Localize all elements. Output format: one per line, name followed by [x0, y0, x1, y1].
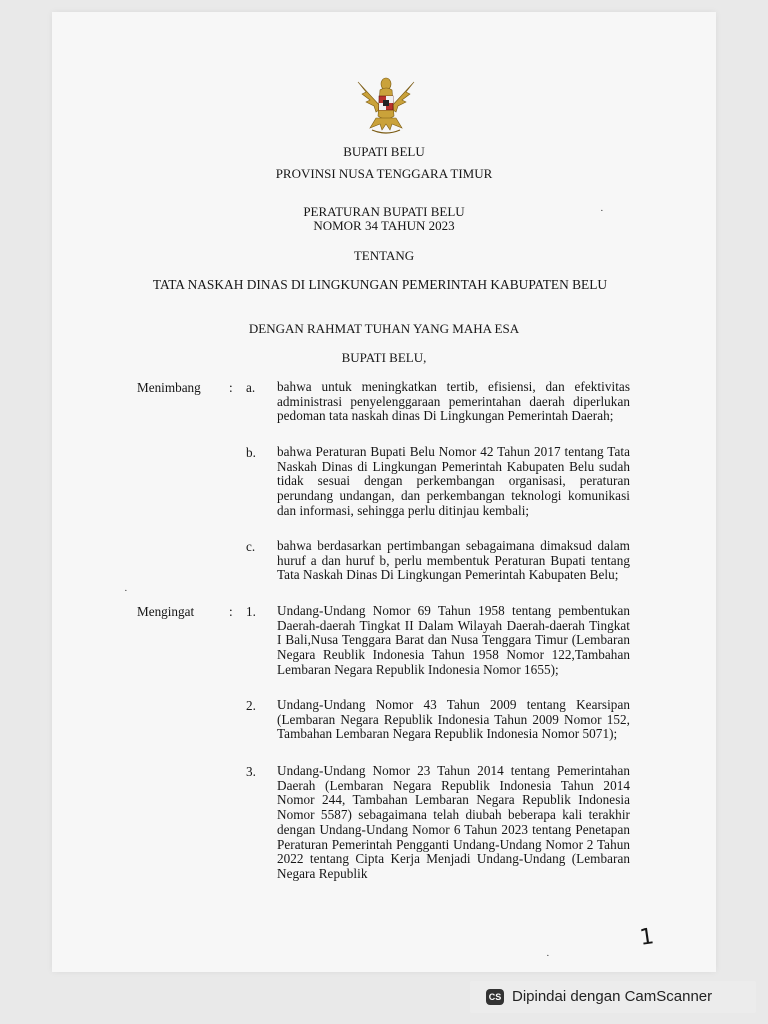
tentang-heading: TENTANG — [353, 248, 415, 263]
province-title: PROVINSI NUSA TENGGARA TIMUR — [275, 166, 493, 181]
regulation-number: NOMOR 34 TAHUN 2023 — [313, 218, 455, 233]
bupati-line: BUPATI BELU, — [341, 350, 427, 365]
consideration-text: bahwa Peraturan Bupati Belu Nomor 42 Tahun 2017 tentang Tata Naskah Dinas di Lingkungan Pemerintah Kabupaten Belu sudah tidak sesuai dengan perkembangan organisasi, peraturan perundang undangan, dan perkembangan teknologi komunikasi dan informasi, sehingga perlu ditinjau kembali; — [277, 444, 630, 518]
legal-basis-mark: 2. — [246, 698, 256, 713]
legal-basis-text: Undang-Undang Nomor 69 Tahun 1958 tentang pembentukan Daerah-daerah Tingkat II Dalam Wilayah Daerah-daerah Tingkat I Bali,Nusa Tenggara Barat dan Nusa Tenggara Timur (Lembaran Negara Reublik Indonesia Tahun 1958 Nomor 122,Tambahan Lembaran Negara Republik Indonesia Nomor 1655); — [277, 603, 630, 677]
consideration-mark: c. — [246, 539, 256, 554]
scan-speck: · — [124, 585, 128, 597]
menimbang-label: Menimbang — [137, 380, 201, 395]
regulation-title: PERATURAN BUPATI BELU — [303, 204, 465, 219]
legal-basis-mark: 1. — [246, 604, 256, 619]
legal-basis-mark: 3. — [246, 764, 256, 779]
scan-speck: · — [600, 205, 604, 217]
camscanner-text: Dipindai dengan CamScanner — [512, 988, 713, 1005]
mengingat-label: Mengingat — [137, 604, 195, 619]
camscanner-logo-icon: CS — [486, 989, 504, 1005]
legal-basis-text: Undang-Undang Nomor 43 Tahun 2009 tentang Kearsipan (Lembaran Negara Republik Indonesia Tahun 2009 Nomor 152, Tambahan Lembaran Negara Republik Indonesia Nomor 5071); — [277, 697, 630, 742]
legal-basis-text: Undang-Undang Nomor 23 Tahun 2014 tentang Pemerintahan Daerah (Lembaran Negara Republik Indonesia Tahun 2014 Nomor 244, Tambahan Lembaran Negara Republik Indonesia Nomor 5587) sebagaimana telah diubah beberapa kali terakhir dengan Undang-Undang Nomor 6 Tahun 2023 tentang Penetapan Peraturan Pemerintah Pengganti Undang-Undang Nomor 2 Tahun 2022 tentang Cipta Kerja Menjadi Undang-Undang (Lembaran Negara Republik — [277, 763, 630, 881]
rahmat-line: DENGAN RAHMAT TUHAN YANG MAHA ESA — [248, 321, 520, 336]
mengingat-colon: : — [229, 604, 233, 619]
regent-title: BUPATI BELU — [343, 144, 425, 159]
regulation-subject: TATA NASKAH DINAS DI LINGKUNGAN PEMERINTAH KABUPATEN BELU — [152, 277, 608, 292]
consideration-text: bahwa berdasarkan pertimbangan sebagaimana dimaksud dalam huruf a dan huruf b, perlu membentuk Peraturan Bupati tentang Tata Naskah Dinas Di Lingkungan Pemerintah Kabupaten Belu; — [277, 538, 630, 583]
camscanner-watermark — [470, 981, 756, 1013]
scan-speck: · — [546, 950, 550, 962]
menimbang-colon: : — [229, 380, 233, 395]
consideration-text: bahwa untuk meningkatkan tertib, efisiensi, dan efektivitas administrasi penyelenggaraan pemerintahan daerah diperlukan pedoman tata naskah dinas Di Lingkungan Pemerintah Daerah; — [277, 379, 630, 424]
garuda-emblem-icon — [352, 72, 420, 136]
consideration-mark: a. — [246, 380, 256, 395]
consideration-mark: b. — [246, 445, 256, 460]
page-mark: 1 — [638, 924, 656, 951]
